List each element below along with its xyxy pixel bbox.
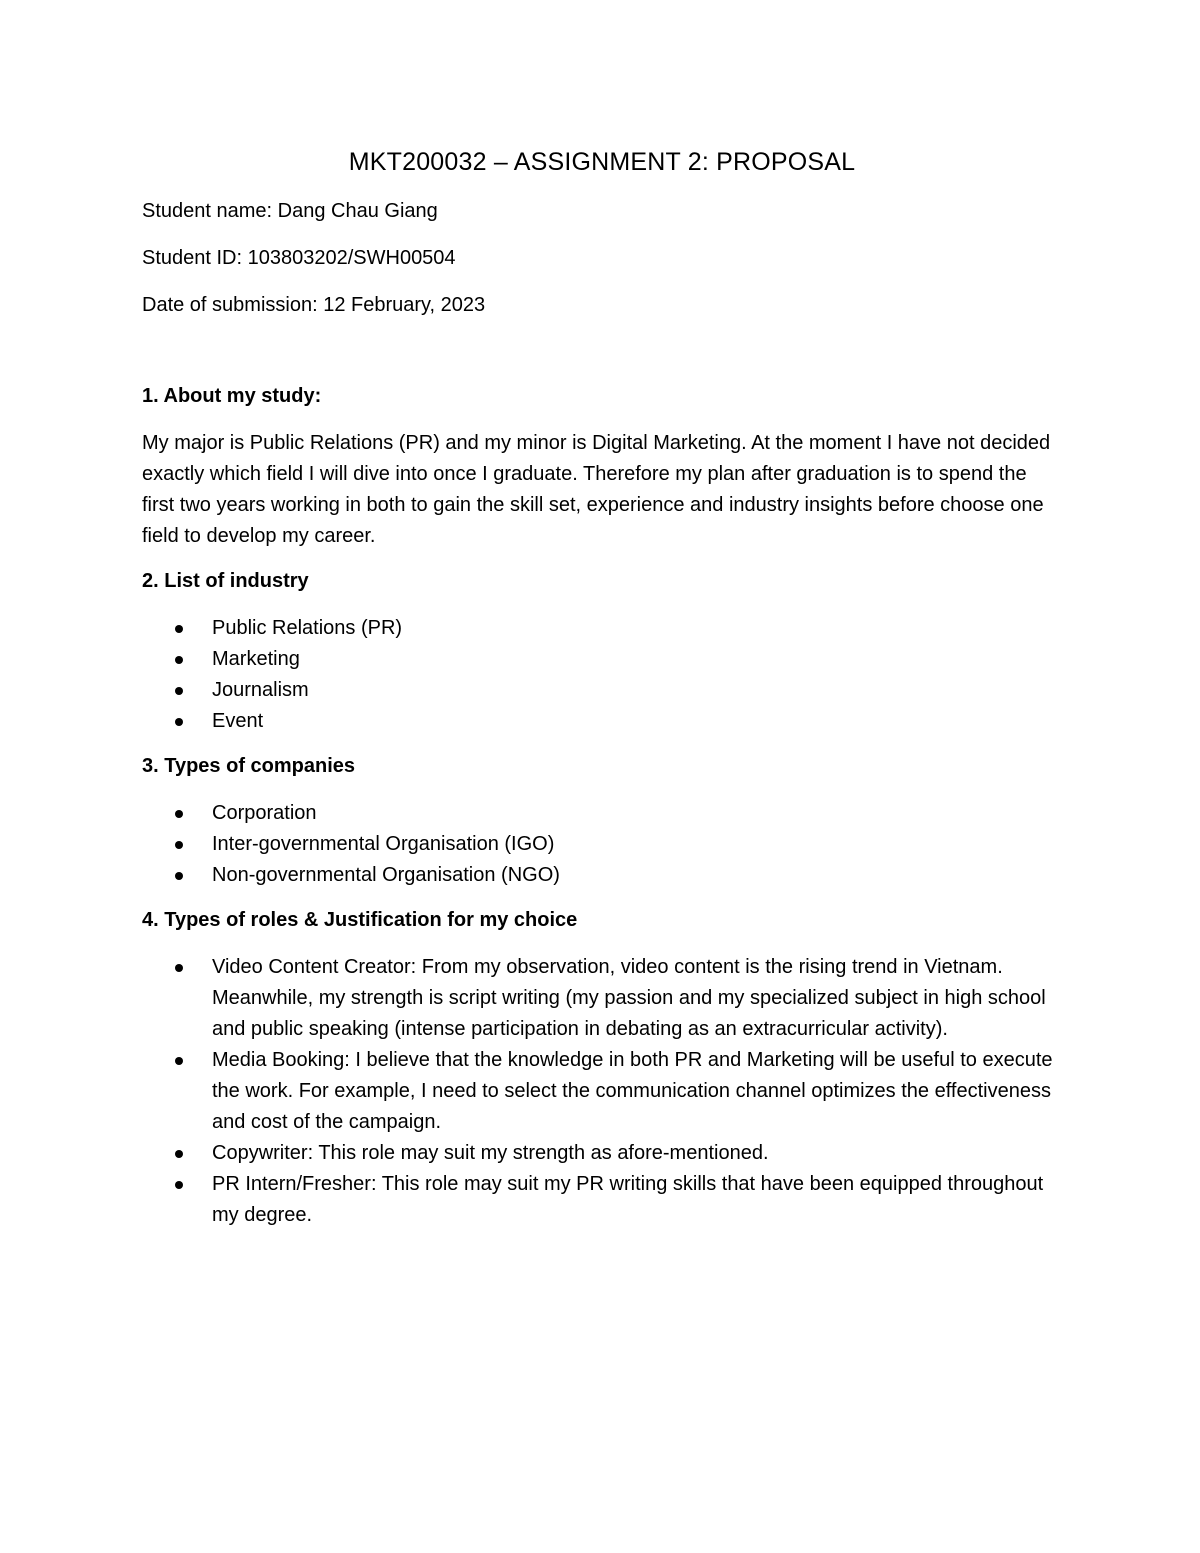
bullet-icon	[175, 718, 183, 726]
bullet-icon	[175, 687, 183, 695]
list-item	[142, 1045, 1062, 1138]
list-item-text: Journalism	[212, 679, 309, 701]
student-name: Student name: Dang Chau Giang	[142, 200, 438, 222]
list-item	[142, 952, 1062, 1045]
list-item-text: Non-governmental Organisation (NGO)	[212, 864, 560, 886]
document-title: MKT200032 – ASSIGNMENT 2: PROPOSAL	[348, 148, 856, 176]
student-id: Student ID: 103803202/SWH00504	[142, 247, 456, 269]
bullet-icon	[175, 625, 183, 633]
list-item-text: Event	[212, 710, 264, 732]
section-heading-industry: 2. List of industry	[142, 570, 309, 592]
list-item-text: Copywriter: This role may suit my strength as afore-mentioned.	[212, 1142, 769, 1164]
list-item-text: PR Intern/Fresher: This role may suit my PR writing skills that have been equipped throughout my degree.	[212, 1173, 1044, 1226]
bullet-icon	[175, 656, 183, 664]
bullet-icon	[175, 1150, 183, 1158]
submission-date: Date of submission: 12 February, 2023	[142, 294, 486, 316]
bullet-icon	[175, 964, 183, 972]
list-item	[142, 613, 1062, 644]
companies-list	[142, 798, 1062, 891]
section-heading-companies: 3. Types of companies	[142, 755, 356, 777]
bullet-icon	[175, 810, 183, 818]
document-content	[142, 140, 1062, 1245]
list-item-text: Video Content Creator: From my observation, video content is the rising trend in Vietnam. Meanwhile, my strength is script writing (my passion and my specialized subject in high school and public speaking (intense participation in debating as an extracurricular activity).	[212, 956, 1046, 1040]
list-item	[142, 1169, 1062, 1231]
list-item	[142, 860, 1062, 891]
list-item	[142, 706, 1062, 737]
study-paragraph: My major is Public Relations (PR) and my minor is Digital Marketing. At the moment I have not decided exactly which field I will dive into once I graduate. Therefore my plan after graduation is to spend the first two years working in both to gain the skill set, experience and industry insights before choose one field to develop my career.	[142, 432, 1051, 547]
list-item	[142, 829, 1062, 860]
list-item-text: Inter-governmental Organisation (IGO)	[212, 833, 555, 855]
bullet-icon	[175, 872, 183, 880]
bullet-icon	[175, 1181, 183, 1189]
list-item	[142, 644, 1062, 675]
list-item	[142, 675, 1062, 706]
list-item	[142, 1138, 1062, 1169]
list-item-text: Marketing	[212, 648, 300, 670]
spacer	[142, 337, 1062, 381]
section-heading-roles: 4. Types of roles & Justification for my choice	[142, 909, 578, 931]
list-item-text: Media Booking: I believe that the knowledge in both PR and Marketing will be useful to execute the work. For example, I need to select the communication channel optimizes the effectiveness and cost of the campaign.	[212, 1049, 1053, 1133]
roles-list	[142, 952, 1062, 1231]
list-item	[142, 798, 1062, 829]
list-item-text: Corporation	[212, 802, 317, 824]
industry-list	[142, 613, 1062, 737]
bullet-icon	[175, 841, 183, 849]
bullet-icon	[175, 1057, 183, 1065]
section-heading-study: 1. About my study:	[142, 385, 322, 407]
list-item-text: Public Relations (PR)	[212, 617, 403, 639]
